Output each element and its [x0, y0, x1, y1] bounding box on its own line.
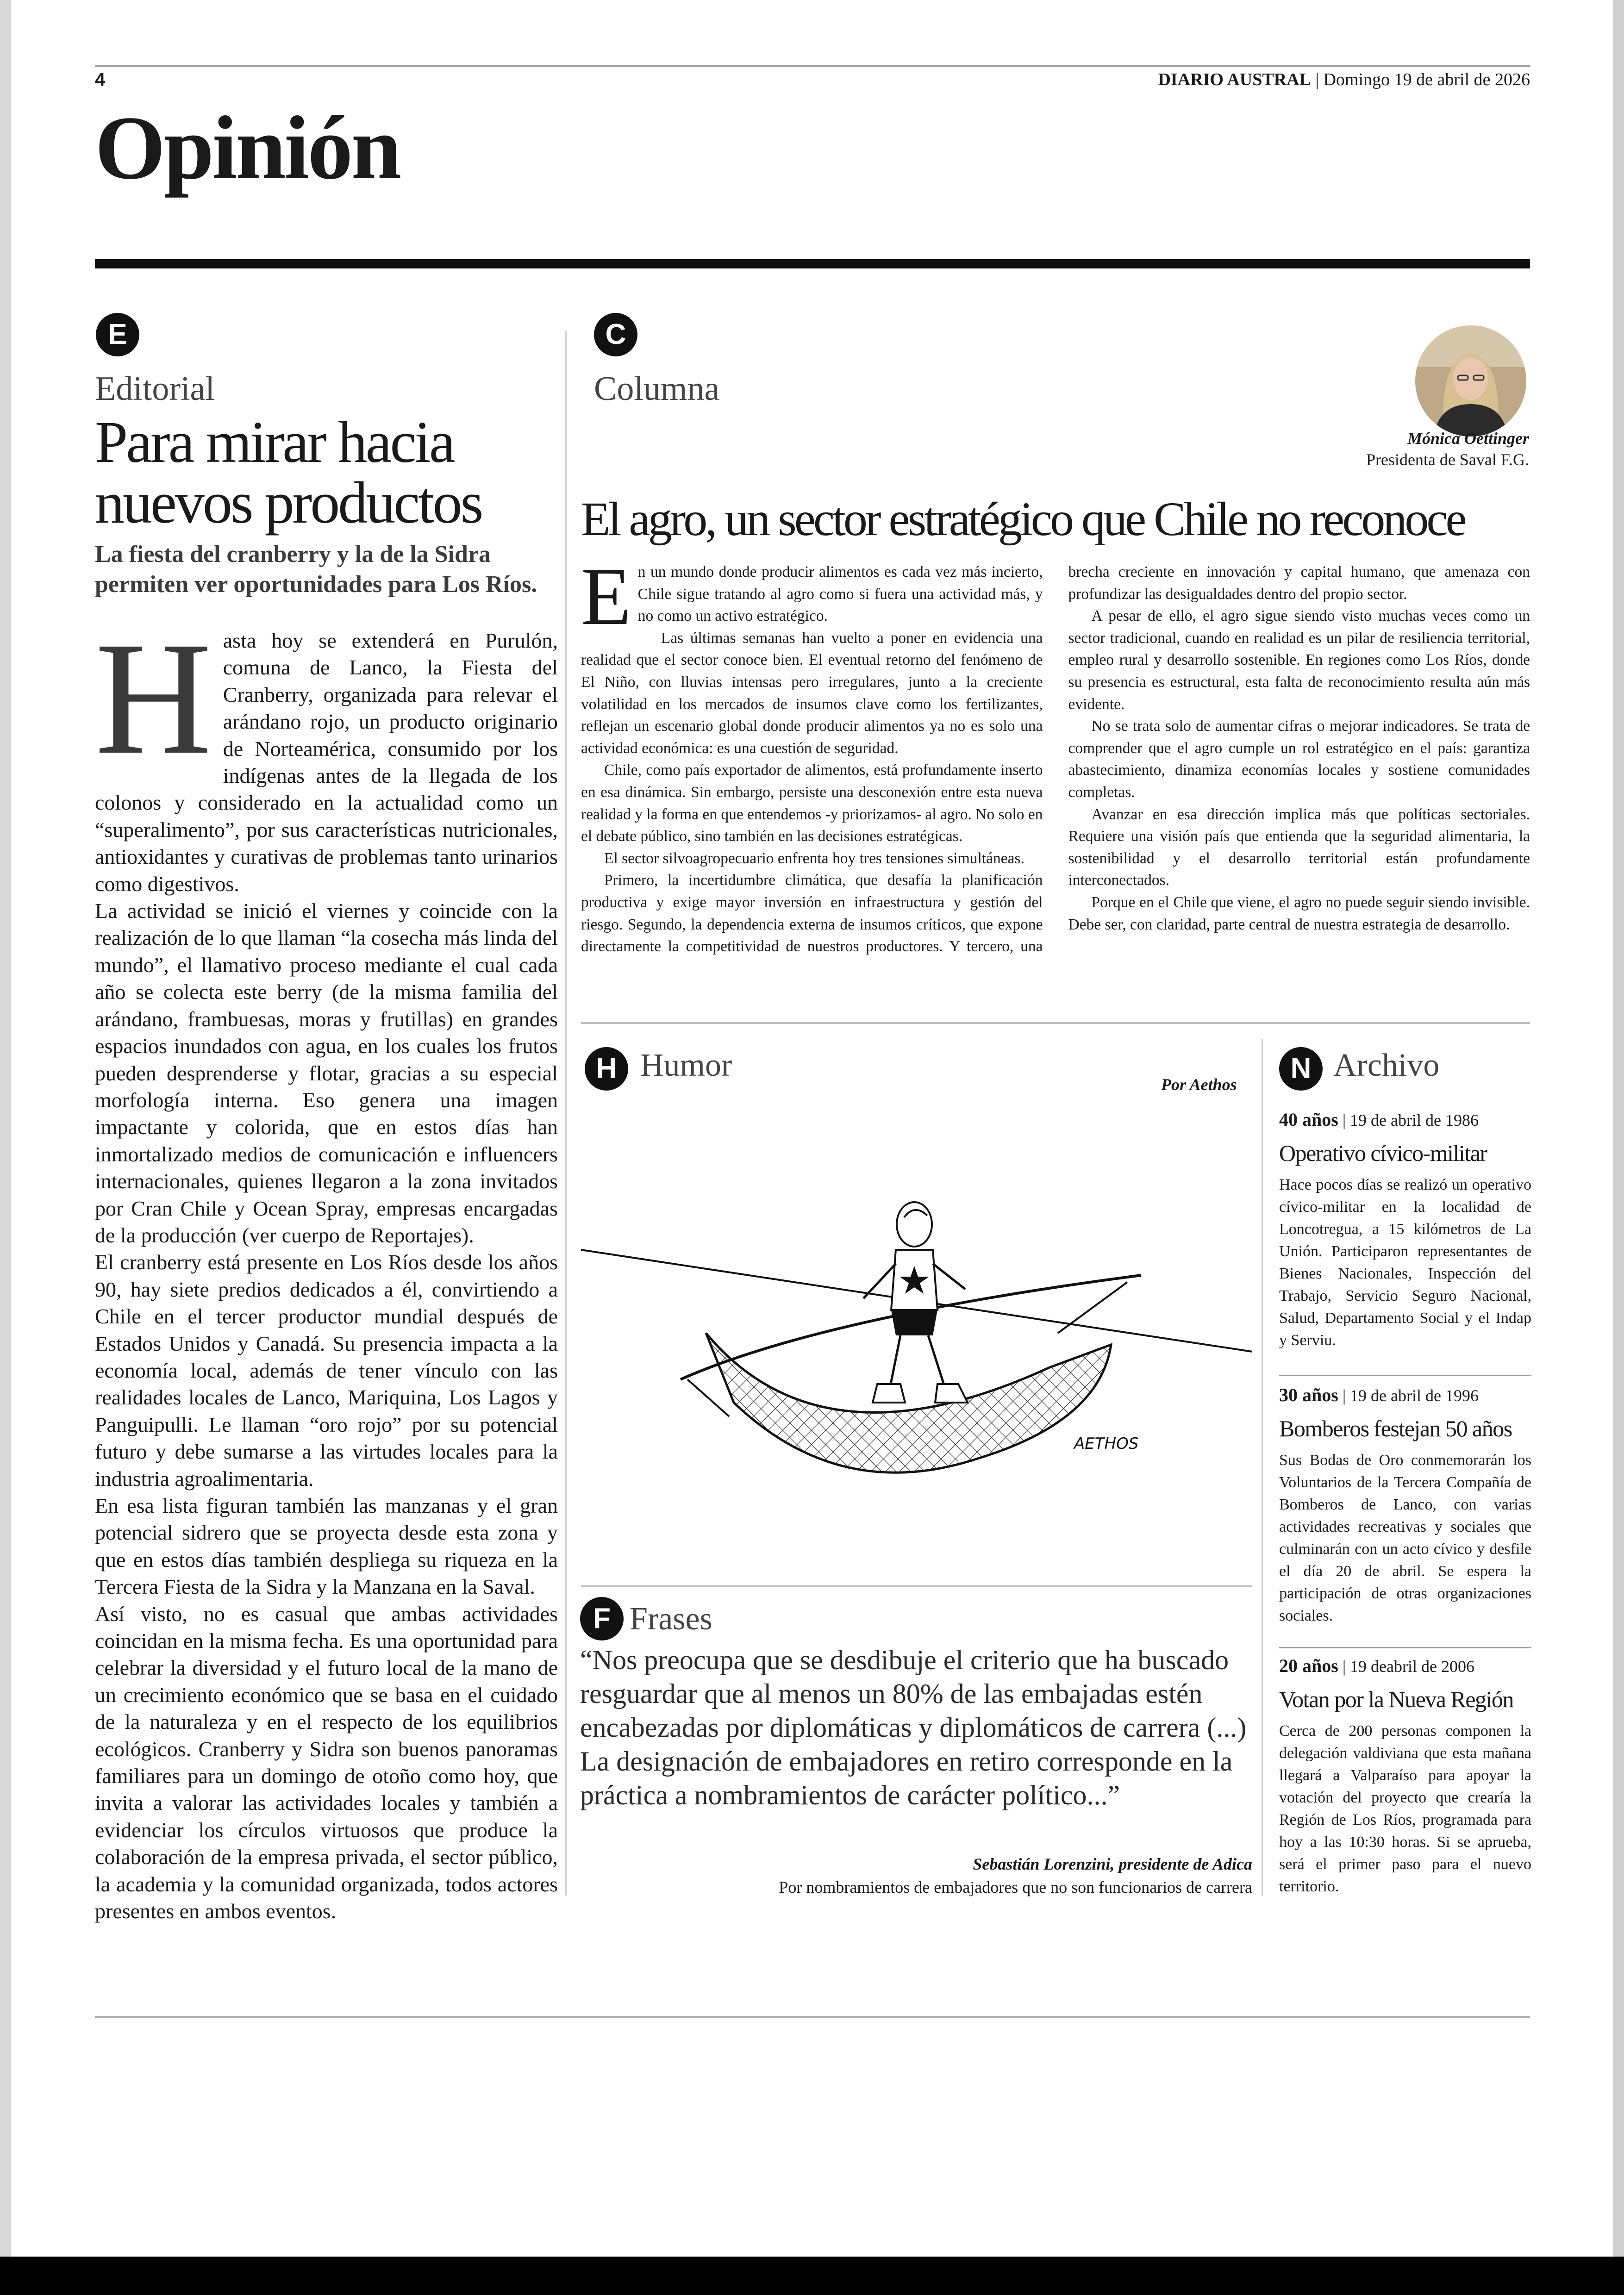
archivo-item [1279, 1384, 1531, 1627]
archivo-item [1279, 1109, 1531, 1352]
editorial-paragraph: Hasta hoy se extenderá en Purulón, comuna de Lanco, la Fiesta del Cranberry, organizada para relevar el arándano rojo, un producto originario de Norteamérica, consumido por los indígenas antes de la llegada de los colonos y considerado en la actualidad como un “superalimento”, por sus características nutricionales, antioxidantes y curativas de problemas tanto urinarios como digestivos. [95, 608, 558, 896]
archivo-label: Archivo [1333, 1048, 1440, 1083]
archivo-divider [1279, 1375, 1531, 1376]
viewer-bottom-bar [0, 2257, 1624, 2295]
archivo-text: Cerca de 200 personas componen la delegación valdiviana que esta mañana llegará a Valparaíso para apoyar la votación del proyecto que crearía la Región de Los Ríos, programada para hoy a las 10:30 horas. Si se aprueba, será el primer paso para el nuevo territorio. [1279, 1722, 1531, 1895]
editorial-drop-cap: H [95, 608, 212, 788]
humor-label: Humor [640, 1048, 732, 1083]
frases-author: Sebastián Lorenzini, presidente de Adica [973, 1855, 1252, 1873]
editorial-badge: E [96, 313, 139, 356]
editorial-body [95, 608, 558, 1925]
archivo-date: 20 años | 19 deabril de 2006 [1279, 1655, 1474, 1676]
editorial-title: Para mirar hacia nuevos productos [95, 409, 482, 536]
cartoon-signature: AETHOS [1074, 1434, 1139, 1453]
page-edge-left [0, 0, 11, 2295]
column-title: El agro, un sector estratégico que Chile no reconoce [581, 493, 1465, 546]
column-paragraph: Primero, la incertidumbre climática, que desafía la planificación productiva y exige mayor inversión en infraestructura y gestión del riesgo. Segundo, la dependencia externa de insumos críticos, que expone directamente la competitividad de nuestros productores. Y tercero, una brecha creciente en innovación y capital humano, que amenaza con profundizar las desigualdades dentro del propio sector. [581, 563, 1530, 955]
column-paragraph: Porque en el Chile que viene, el agro no puede seguir siendo invisible. Debe ser, con claridad, parte central de nuestra estrategia de desarrollo. [1068, 893, 1530, 933]
column-paragraph: En un mundo donde producir alimentos es cada vez más incierto, Chile sigue tratando al agro como si fuera una actividad más, y no como un activo estratégico. [581, 550, 1043, 642]
archivo-item [1279, 1655, 1531, 1898]
page-edge-right [1613, 0, 1624, 2295]
column-badge: C [594, 313, 637, 356]
column-divider-left [565, 331, 567, 1896]
page-number: 4 [95, 69, 106, 90]
frases-top-rule [581, 1585, 1252, 1587]
paper-name: DIARIO AUSTRAL [1158, 70, 1311, 89]
frases-context: Por nombramientos de embajadores que no son funcionarios de carrera [779, 1878, 1252, 1896]
editorial-paragraph: La actividad se inició el viernes y coincide con la realización de lo que llaman “la cosecha más linda del mundo”, el llamativo proceso mediante el cual cada año se colecta este berry (de la misma familia del arándano, frambuesas, moras y frutillas) en grandes espacios inundados con agua, en los cuales los frutos pueden desprenderse y flotar, gracias a su especial morfología interna. Eso genera una imagen impactante y colorida, que en estos días han inmortalizado medios de comunicación e influencers internacionales, quienes llegaron a la zona invitados por Cran Chile y Ocean Spray, empresas encargadas de la producción (ver cuerpo de Reportajes). [95, 899, 558, 1247]
header-rule [95, 65, 1530, 67]
editorial-subtitle: La fiesta del cranberry y la de la Sidra permiten ver oportunidades para Los Ríos. [95, 541, 537, 598]
author-portrait-image [1415, 325, 1526, 437]
archivo-badge: N [1279, 1047, 1323, 1091]
archivo-text: Hace pocos días se realizó un operativo cívico-militar en la localidad de Loncotregua, a 15 kilómetros de La Unión. Participaron representantes de Bienes Nacionales, Inspección del Trabajo, Servicio Seguro Nacional, Salud, Departamento Social y el Indap y Serviu. [1279, 1176, 1531, 1349]
section-rule [95, 259, 1530, 268]
section-title: Opinión [95, 98, 400, 198]
editorial-kicker: Editorial [95, 370, 215, 408]
column-body [581, 550, 1530, 958]
author-name: Mónica Oettinger [1407, 429, 1529, 448]
cartoon-tightrope-walker-image [581, 1185, 1252, 1509]
humor-badge: H [585, 1047, 628, 1091]
column-paragraph: No se trata solo de aumentar cifras o mejorar indicadores. Se trata de comprender que el agro cumple un rol estratégico en el país: garantiza abastecimiento, dinamiza economías locales y sostiene comunidades completas. [1068, 717, 1530, 801]
frases-badge: F [580, 1597, 624, 1640]
page-bottom-rule [95, 2016, 1530, 2018]
archivo-date: 30 años | 19 de abril de 1996 [1279, 1384, 1479, 1405]
humor-cartoon [581, 1185, 1252, 1509]
editorial-paragraph: En esa lista figuran también las manzanas y el gran potencial sidrero que se proyecta desde esta zona y que en estos días también despliega su riqueza en la Tercera Fiesta de la Sidra y la Manzana en la Saval. [95, 1494, 558, 1599]
column-kicker: Columna [594, 370, 720, 408]
column-paragraph: Las últimas semanas han vuelto a poner en evidencia una realidad que el sector conoce bien. El eventual retorno del fenómeno de El Niño, con lluvias intensas pero irregulares, junto a la creciente volatilidad en los mercados de insumos clave como los fertilizantes, reflejan un escenario global donde producir alimentos ya no es solo una actividad económica: es una cuestión de seguridad. [581, 629, 1043, 757]
archivo-date: 40 años | 19 de abril de 1986 [1279, 1109, 1479, 1130]
column-paragraph: El sector silvoagropecuario enfrenta hoy tres tensiones simultáneas. [604, 849, 1024, 867]
column-paragraph: Chile, como país exportador de alimentos, está profundamente inserto en esa dinámica. Sin embargo, persiste una desconexión entre esta nueva realidad y la forma en que entendemos -y priorizamos- al agro. No solo en el debate público, sino también en las decisiones estratégicas. [581, 761, 1043, 845]
editorial-paragraph: Así visto, no es casual que ambas actividades coincidan en la misma fecha. Es una oportunidad para celebrar la diversidad y el futuro local de la mano de un crecimiento económico que se basa en el cuidado de la naturaleza y en el respecto de los equilibrios ecológicos. Cranberry y Sidra son buenos panoramas familiares para un domingo de otoño como hoy, que invita a valorar las actividades locales y también a evidenciar los círculos virtuosos que produce la colaboración de la empresa privada, el sector público, la academia y la comunidad organizada, todos actores presentes en ambos eventos. [95, 1602, 558, 1923]
author-photo [1415, 325, 1526, 437]
issue-date: | Domingo 19 de abril de 2026 [1315, 70, 1530, 89]
column-drop-cap: E [581, 550, 631, 642]
editorial-paragraph: El cranberry está presente en Los Ríos desde los años 90, hay siete predios dedicados a él, convirtiendo a Chile en el tercer productor mundial después de Estados Unidos y Canadá. Su presencia impacta a la economía local, además de tener vínculo con las realidades locales de Lanco, Mariquina, Los Lagos y Panguipulli. Le llaman “oro rojo” por su potencial futuro y debe sumarse a las virtudes locales para la industria agroalimentaria. [95, 1250, 558, 1491]
humor-byline: Por Aethos [1161, 1075, 1237, 1094]
folio [1158, 69, 1530, 90]
archivo-title: Operativo cívico-militar [1279, 1140, 1487, 1166]
frases-quote: “Nos preocupa que se desdibuje el criterio que ha buscado resguardar que al menos un 80% de las embajadas estén encabezadas por diplomáticas y diplomáticos de carrera (...) La designación de embajadores en retiro corresponde en la práctica a nombramientos de carácter político...” [580, 1645, 1247, 1810]
archivo-text: Sus Bodas de Oro conmemorarán los Voluntarios de la Tercera Compañía de Bomberos de Lanco, con varias actividades recreativas y sociales que culminarán con un acto cívico y desfile el día 20 de abril. Se espera la participación de otras organizaciones sociales. [1279, 1452, 1531, 1624]
frases-label: Frases [630, 1601, 712, 1637]
archivo-title: Votan por la Nueva Región [1279, 1686, 1513, 1712]
column-divider-right [1262, 1039, 1263, 1896]
archivo-title: Bomberos festejan 50 años [1279, 1416, 1512, 1441]
column-paragraph: Avanzar en esa dirección implica más que políticas sectoriales. Requiere una visión país que entienda que la seguridad alimentaria, la sostenibilidad y el desarrollo territorial están profundamente interconectados. [1068, 805, 1530, 889]
column-bottom-rule [581, 1022, 1530, 1024]
column-paragraph: A pesar de ello, el agro sigue siendo visto muchas veces como un sector tradicional, cuando en realidad es un pilar de resiliencia territorial, empleo rural y desarrollo sostenible. En regiones como Los Ríos, donde su presencia es estructural, esta falta de reconocimiento resulta aún más evidente. [1068, 607, 1530, 713]
archivo-divider [1279, 1647, 1531, 1648]
author-role: Presidenta de Saval F.G. [1366, 450, 1529, 469]
